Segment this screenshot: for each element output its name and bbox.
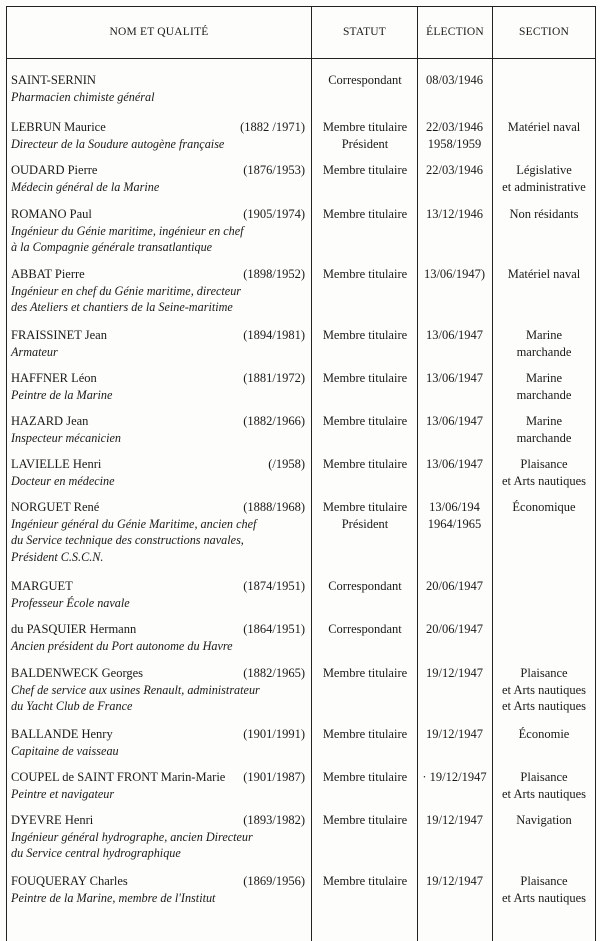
statut-cell-line: Membre titulaire <box>322 666 408 680</box>
quality-line: Peintre de la Marine <box>11 387 113 402</box>
election-cell <box>419 206 490 223</box>
section-cell <box>494 266 594 283</box>
quality-line: Médecin général de la Marine <box>11 179 160 194</box>
statut-cell-line: Président <box>341 136 389 151</box>
member-dates: (1881/1972) <box>243 371 305 385</box>
quality-line: Docteur en médecine <box>11 473 115 488</box>
statut-cell-line: Membre titulaire <box>322 120 408 134</box>
election-cell-line: 20/06/1947 <box>426 579 483 593</box>
member-dates: (1876/1953) <box>243 163 305 177</box>
quality-line: Peintre et navigateur <box>11 786 115 801</box>
member-dates: (1882/1965) <box>243 666 305 680</box>
section-cell <box>494 162 594 195</box>
election-cell <box>419 665 490 682</box>
member-dates: (1874/1951) <box>243 579 305 593</box>
quality-line: Peintre de la Marine, membre de l'Institut <box>11 890 216 905</box>
statut-cell <box>313 726 417 743</box>
header-election: ÉLECTION <box>426 26 484 38</box>
section-cell <box>494 119 594 136</box>
statut-cell <box>313 370 417 387</box>
member-name: COUPEL de SAINT FRONT Marin-Marie <box>11 770 226 784</box>
statut-cell <box>313 162 417 179</box>
section-cell <box>494 769 594 802</box>
section-cell-line: et administrative <box>502 179 586 194</box>
statut-cell <box>313 499 417 532</box>
section-cell-line: Navigation <box>516 813 572 827</box>
election-cell-line: 13/06/1947 <box>426 457 483 471</box>
election-cell-line: 13/06/1947 <box>426 414 483 428</box>
quality-line: Armateur <box>11 344 58 359</box>
member-quality <box>11 430 311 447</box>
election-cell-line: 13/12/1946 <box>426 207 483 221</box>
table-left-border <box>6 6 7 941</box>
election-cell-line: 13/06/1947 <box>426 371 483 385</box>
quality-line: du Yacht Club de France <box>11 699 133 713</box>
election-cell-line: 08/03/1946 <box>426 73 483 87</box>
section-cell-line: Marine <box>525 414 563 428</box>
election-cell-line: 1964/1965 <box>427 516 482 531</box>
member-dates: (1864/1951) <box>243 622 305 636</box>
section-cell <box>494 499 594 516</box>
section-cell <box>494 812 594 829</box>
election-cell-line: 13/06/1947) <box>423 267 486 281</box>
election-cell <box>419 621 490 638</box>
election-cell-line: 19/12/1947 <box>426 874 483 888</box>
member-dates: (1901/1987) <box>243 770 305 784</box>
statut-cell <box>313 119 417 152</box>
member-name: OUDARD Pierre <box>11 163 98 177</box>
section-cell <box>494 456 594 489</box>
member-dates: (1893/1982) <box>243 813 305 827</box>
member-dates: (/1958) <box>268 457 305 471</box>
election-cell-line: 22/03/1946 <box>426 120 483 134</box>
member-quality <box>11 743 311 760</box>
member-quality <box>11 682 311 715</box>
statut-cell <box>313 812 417 829</box>
election-cell <box>419 812 490 829</box>
election-cell <box>419 370 490 387</box>
statut-cell-line: Membre titulaire <box>322 727 408 741</box>
election-cell-line: 20/06/1947 <box>426 622 483 636</box>
quality-line: à la Compagnie générale transatlantique <box>11 240 213 254</box>
member-name: LEBRUN Maurice <box>11 120 106 134</box>
member-quality <box>11 179 311 196</box>
section-cell-line: Marine <box>525 328 563 342</box>
statut-cell <box>313 621 417 638</box>
member-name: LAVIELLE Henri <box>11 457 102 471</box>
section-cell-line: Législative <box>516 163 572 177</box>
member-name: DYEVRE Henri <box>11 813 94 827</box>
statut-cell-line: Membre titulaire <box>322 874 408 888</box>
election-cell-line: 19/12/1947 <box>426 666 483 680</box>
member-dates: (1898/1952) <box>243 267 305 281</box>
member-name: HAZARD Jean <box>11 414 89 428</box>
quality-line: Pharmacien chimiste général <box>11 89 155 104</box>
member-dates: (1901/1991) <box>243 727 305 741</box>
statut-cell <box>313 266 417 283</box>
member-quality <box>11 829 311 862</box>
statut-cell-line: Président <box>341 516 389 531</box>
column-divider-election <box>417 6 418 941</box>
section-cell-line: Économie <box>518 727 570 741</box>
statut-cell-line: Membre titulaire <box>322 267 408 281</box>
statut-cell-line: Membre titulaire <box>322 328 408 342</box>
quality-line: Inspecteur mécanicien <box>11 430 121 445</box>
election-cell <box>419 266 490 283</box>
header-statut: STATUT <box>342 26 387 38</box>
statut-cell-line: Membre titulaire <box>322 500 408 514</box>
section-cell-line: et Arts nautiques <box>501 473 586 488</box>
statut-cell <box>313 413 417 430</box>
section-cell <box>494 206 594 223</box>
statut-cell-line: Membre titulaire <box>322 770 408 784</box>
section-cell-line: Économique <box>512 500 576 514</box>
section-cell-line: Matériel naval <box>507 120 581 134</box>
statut-cell-line: Membre titulaire <box>322 813 408 827</box>
quality-line: du Service technique des constructions navales, <box>11 533 244 547</box>
election-cell <box>419 578 490 595</box>
quality-line: du Service central hydrographique <box>11 846 181 860</box>
member-name: SAINT-SERNIN <box>11 73 96 87</box>
election-cell-line: 22/03/1946 <box>426 163 483 177</box>
statut-cell-line: Membre titulaire <box>322 457 408 471</box>
statut-cell-line: Correspondant <box>328 73 402 87</box>
statut-cell-line: Membre titulaire <box>322 207 408 221</box>
member-name: NORGUET René <box>11 500 100 514</box>
section-cell-line: et Arts nautiques <box>501 682 586 697</box>
section-cell-line: Marine <box>525 371 563 385</box>
section-cell-line: et Arts nautiques <box>501 786 586 801</box>
statut-cell <box>313 456 417 473</box>
statut-cell-line: Membre titulaire <box>322 163 408 177</box>
member-dates: (1888/1968) <box>243 500 305 514</box>
quality-line: Capitaine de vaisseau <box>11 743 119 758</box>
quality-line: Ancien président du Port autonome du Havre <box>11 638 233 653</box>
election-cell <box>419 456 490 473</box>
quality-line: Ingénieur général du Génie Maritime, ancien chef <box>11 516 257 531</box>
section-cell-line: Plaisance <box>520 874 568 888</box>
statut-cell <box>313 206 417 223</box>
statut-cell-line: Correspondant <box>328 579 402 593</box>
election-cell <box>419 769 490 786</box>
member-quality <box>11 283 311 316</box>
election-cell-line: 13/06/194 <box>429 500 480 514</box>
member-name: FOUQUERAY Charles <box>11 874 128 888</box>
quality-line: Chef de service aux usines Renault, administrateur <box>11 682 260 697</box>
statut-cell <box>313 578 417 595</box>
election-cell-line: · 19/12/1947 <box>422 770 487 784</box>
election-cell-line: 19/12/1947 <box>426 727 483 741</box>
section-cell <box>494 726 594 743</box>
statut-cell <box>313 327 417 344</box>
column-divider-statut <box>311 6 312 941</box>
member-name: HAFFNER Léon <box>11 371 97 385</box>
statut-cell <box>313 769 417 786</box>
member-quality <box>11 638 311 655</box>
member-quality <box>11 473 311 490</box>
member-name: ROMANO Paul <box>11 207 92 221</box>
member-dates: (1882 /1971) <box>240 120 305 134</box>
member-name: FRAISSINET Jean <box>11 328 107 342</box>
section-cell-line: Plaisance <box>520 457 568 471</box>
quality-line: Ingénieur général hydrographe, ancien Directeur <box>11 829 253 844</box>
quality-line: Ingénieur du Génie maritime, ingénieur en chef <box>11 223 244 238</box>
member-name: MARGUET <box>11 579 73 593</box>
election-cell-line: 1958/1959 <box>427 136 482 151</box>
statut-cell <box>313 873 417 890</box>
member-dates: (1894/1981) <box>243 328 305 342</box>
member-quality <box>11 344 311 361</box>
section-cell-line: et Arts nautiques <box>501 699 586 713</box>
member-quality <box>11 223 311 256</box>
table-right-border <box>595 6 596 941</box>
election-cell <box>419 873 490 890</box>
quality-line: Ingénieur en chef du Génie maritime, directeur <box>11 283 242 298</box>
election-cell <box>419 119 490 152</box>
section-cell <box>494 413 594 446</box>
member-quality <box>11 89 311 106</box>
section-cell <box>494 665 594 715</box>
section-cell-line: marchande <box>516 344 572 359</box>
header-section: SECTION <box>519 26 569 38</box>
quality-line: Professeur École navale <box>11 595 130 610</box>
section-cell <box>494 327 594 360</box>
statut-cell-line: Membre titulaire <box>322 414 408 428</box>
section-cell-line: Matériel naval <box>507 267 581 281</box>
statut-cell <box>313 72 417 89</box>
member-quality <box>11 786 311 803</box>
election-cell-line: 13/06/1947 <box>426 328 483 342</box>
section-cell <box>494 370 594 403</box>
member-name: BALDENWECK Georges <box>11 666 144 680</box>
section-cell-line: Plaisance <box>520 770 568 784</box>
section-cell-line: marchande <box>516 430 572 445</box>
election-cell <box>419 499 490 532</box>
member-quality <box>11 890 311 907</box>
section-cell-line: Non résidants <box>509 207 579 221</box>
statut-cell-line: Membre titulaire <box>322 371 408 385</box>
quality-line: des Ateliers et chantiers de la Seine-maritime <box>11 300 233 314</box>
section-cell-line: marchande <box>516 387 572 402</box>
election-cell <box>419 726 490 743</box>
election-cell <box>419 72 490 89</box>
section-cell-line: Plaisance <box>520 666 568 680</box>
member-quality <box>11 136 311 153</box>
election-cell <box>419 327 490 344</box>
quality-line: Président C.S.C.N. <box>11 549 104 564</box>
election-cell <box>419 162 490 179</box>
quality-line: Directeur de la Soudure autogène française <box>11 136 225 151</box>
member-quality <box>11 387 311 404</box>
member-dates: (1869/1956) <box>243 874 305 888</box>
section-cell-line: et Arts nautiques <box>501 890 586 905</box>
member-name: BALLANDE Henry <box>11 727 113 741</box>
member-dates: (1905/1974) <box>243 207 305 221</box>
column-divider-section <box>492 6 493 941</box>
member-dates: (1882/1966) <box>243 414 305 428</box>
header-name: NOM ET QUALITÉ <box>109 26 209 38</box>
member-name: ABBAT Pierre <box>11 267 85 281</box>
election-cell <box>419 413 490 430</box>
section-cell <box>494 873 594 906</box>
header-bottom-border <box>6 58 596 59</box>
member-name: du PASQUIER Hermann <box>11 622 137 636</box>
statut-cell-line: Correspondant <box>328 622 402 636</box>
member-quality <box>11 595 311 612</box>
member-quality <box>11 516 311 566</box>
election-cell-line: 19/12/1947 <box>426 813 483 827</box>
statut-cell <box>313 665 417 682</box>
